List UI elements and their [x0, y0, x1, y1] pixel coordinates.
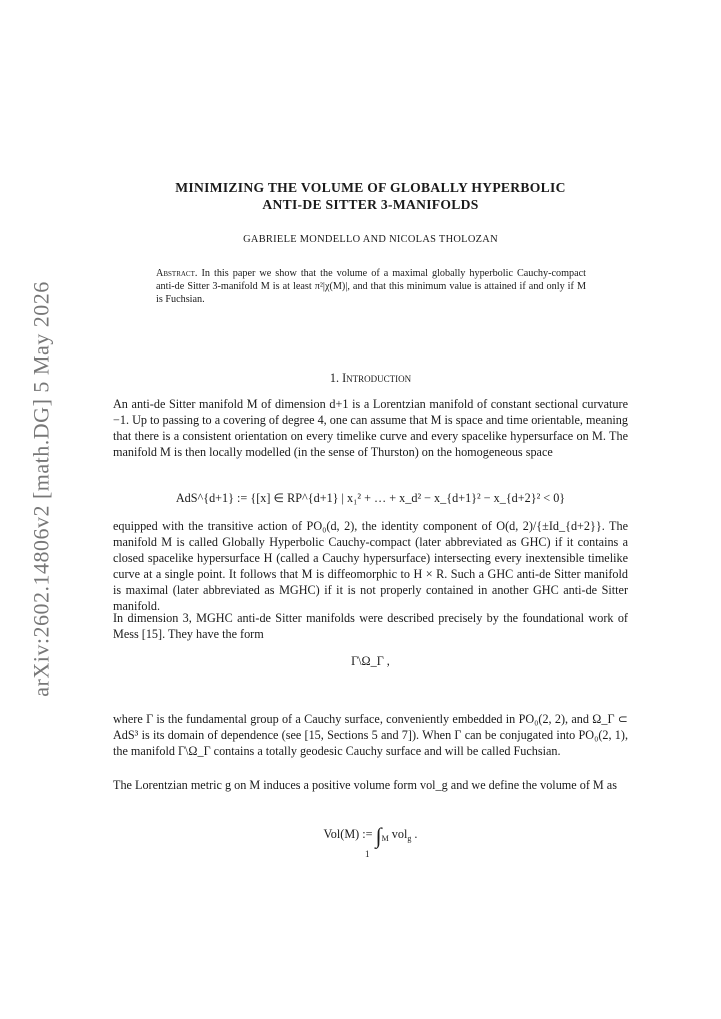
abstract-label: Abstract.: [156, 268, 198, 279]
abstract-text: In this paper we show that the volume of a maximal globally hyperbolic Cauchy-compact anti-de Sitter 3-manifold M is at least π²|χ(M)|, and that this minimum value is attained if and only if M is Fuchsian.: [156, 268, 587, 305]
equation-period: .: [414, 827, 418, 841]
paragraph-4: where Γ is the fundamental group of a Cauchy surface, conveniently embedded in PO₀(2, 2), and Ω_Γ ⊂ AdS³ is its domain of dependence (see [15, Sections 5 and 7]). When Γ can be conjugated into PO₀(2, 1), the manifold Γ\Ω_Γ contains a totally geodesic Cauchy surface and will be called Fuchsian.: [113, 712, 628, 759]
paper-title: [113, 179, 628, 213]
paragraph-1: An anti-de Sitter manifold M of dimension d+1 is a Lorentzian manifold of constant sectional curvature −1. Up to passing to a covering of degree 4, one can assume that M is space and time orientable, meaning that there is a consistent orientation on every timelike curve and every spacelike hypersurface on M. The manifold M is then locally modelled (in the sense of Thurston) on the homogeneous space: [113, 397, 628, 460]
arxiv-identifier: arXiv:2602.14806v2 [math.DG] 5 May 2026: [29, 281, 55, 697]
equation-volume: [113, 823, 628, 849]
arxiv-sidebar-stamp: [22, 276, 62, 702]
integral-domain: M: [381, 834, 389, 843]
paragraph-5: The Lorentzian metric g on M induces a positive volume form vol_g and we define the volume of M as: [113, 778, 617, 792]
integral-sign: ∫: [375, 823, 382, 848]
paragraph-3: In dimension 3, MGHC anti-de Sitter manifolds were described precisely by the foundational work of Mess [15]. They have the form: [113, 611, 628, 642]
equation-quotient: Γ\Ω_Γ ,: [351, 654, 390, 668]
volume-form: vol: [391, 827, 408, 841]
title-line-2: ANTI-DE SITTER 3-MANIFOLDS: [262, 197, 479, 212]
section-heading: 1. Introduction: [329, 371, 412, 385]
abstract: [156, 267, 586, 306]
volume-lhs: Vol(M) :=: [323, 827, 373, 841]
equation-ads-definition: AdS^{d+1} := {[x] ∈ RP^{d+1} | x₁² + … + x_d² − x_{d+1}² − x_{d+2}² < 0}: [175, 491, 566, 505]
title-line-1: MINIMIZING THE VOLUME OF GLOBALLY HYPERBOLIC: [175, 180, 566, 195]
author-list: GABRIELE MONDELLO AND NICOLAS THOLOZAN: [243, 234, 498, 245]
page-number: 1: [365, 849, 370, 859]
volume-form-subscript: g: [407, 834, 412, 843]
paragraph-2: equipped with the transitive action of PO₀(d, 2), the identity component of O(d, 2)/{±Id_{d+2}}. The manifold M is called Globally Hyperbolic Cauchy-compact (later abbreviated as GHC) if it contains a closed spacelike hypersurface H (called a Cauchy hypersurface) intersecting every inextensible timelike curve at a single point. It follows that M is diffeomorphic to H × R. Such a GHC anti-de Sitter manifold is maximal (later abbreviated as MGHC) if it is not properly contained in another GHC anti-de Sitter manifold.: [113, 519, 628, 614]
